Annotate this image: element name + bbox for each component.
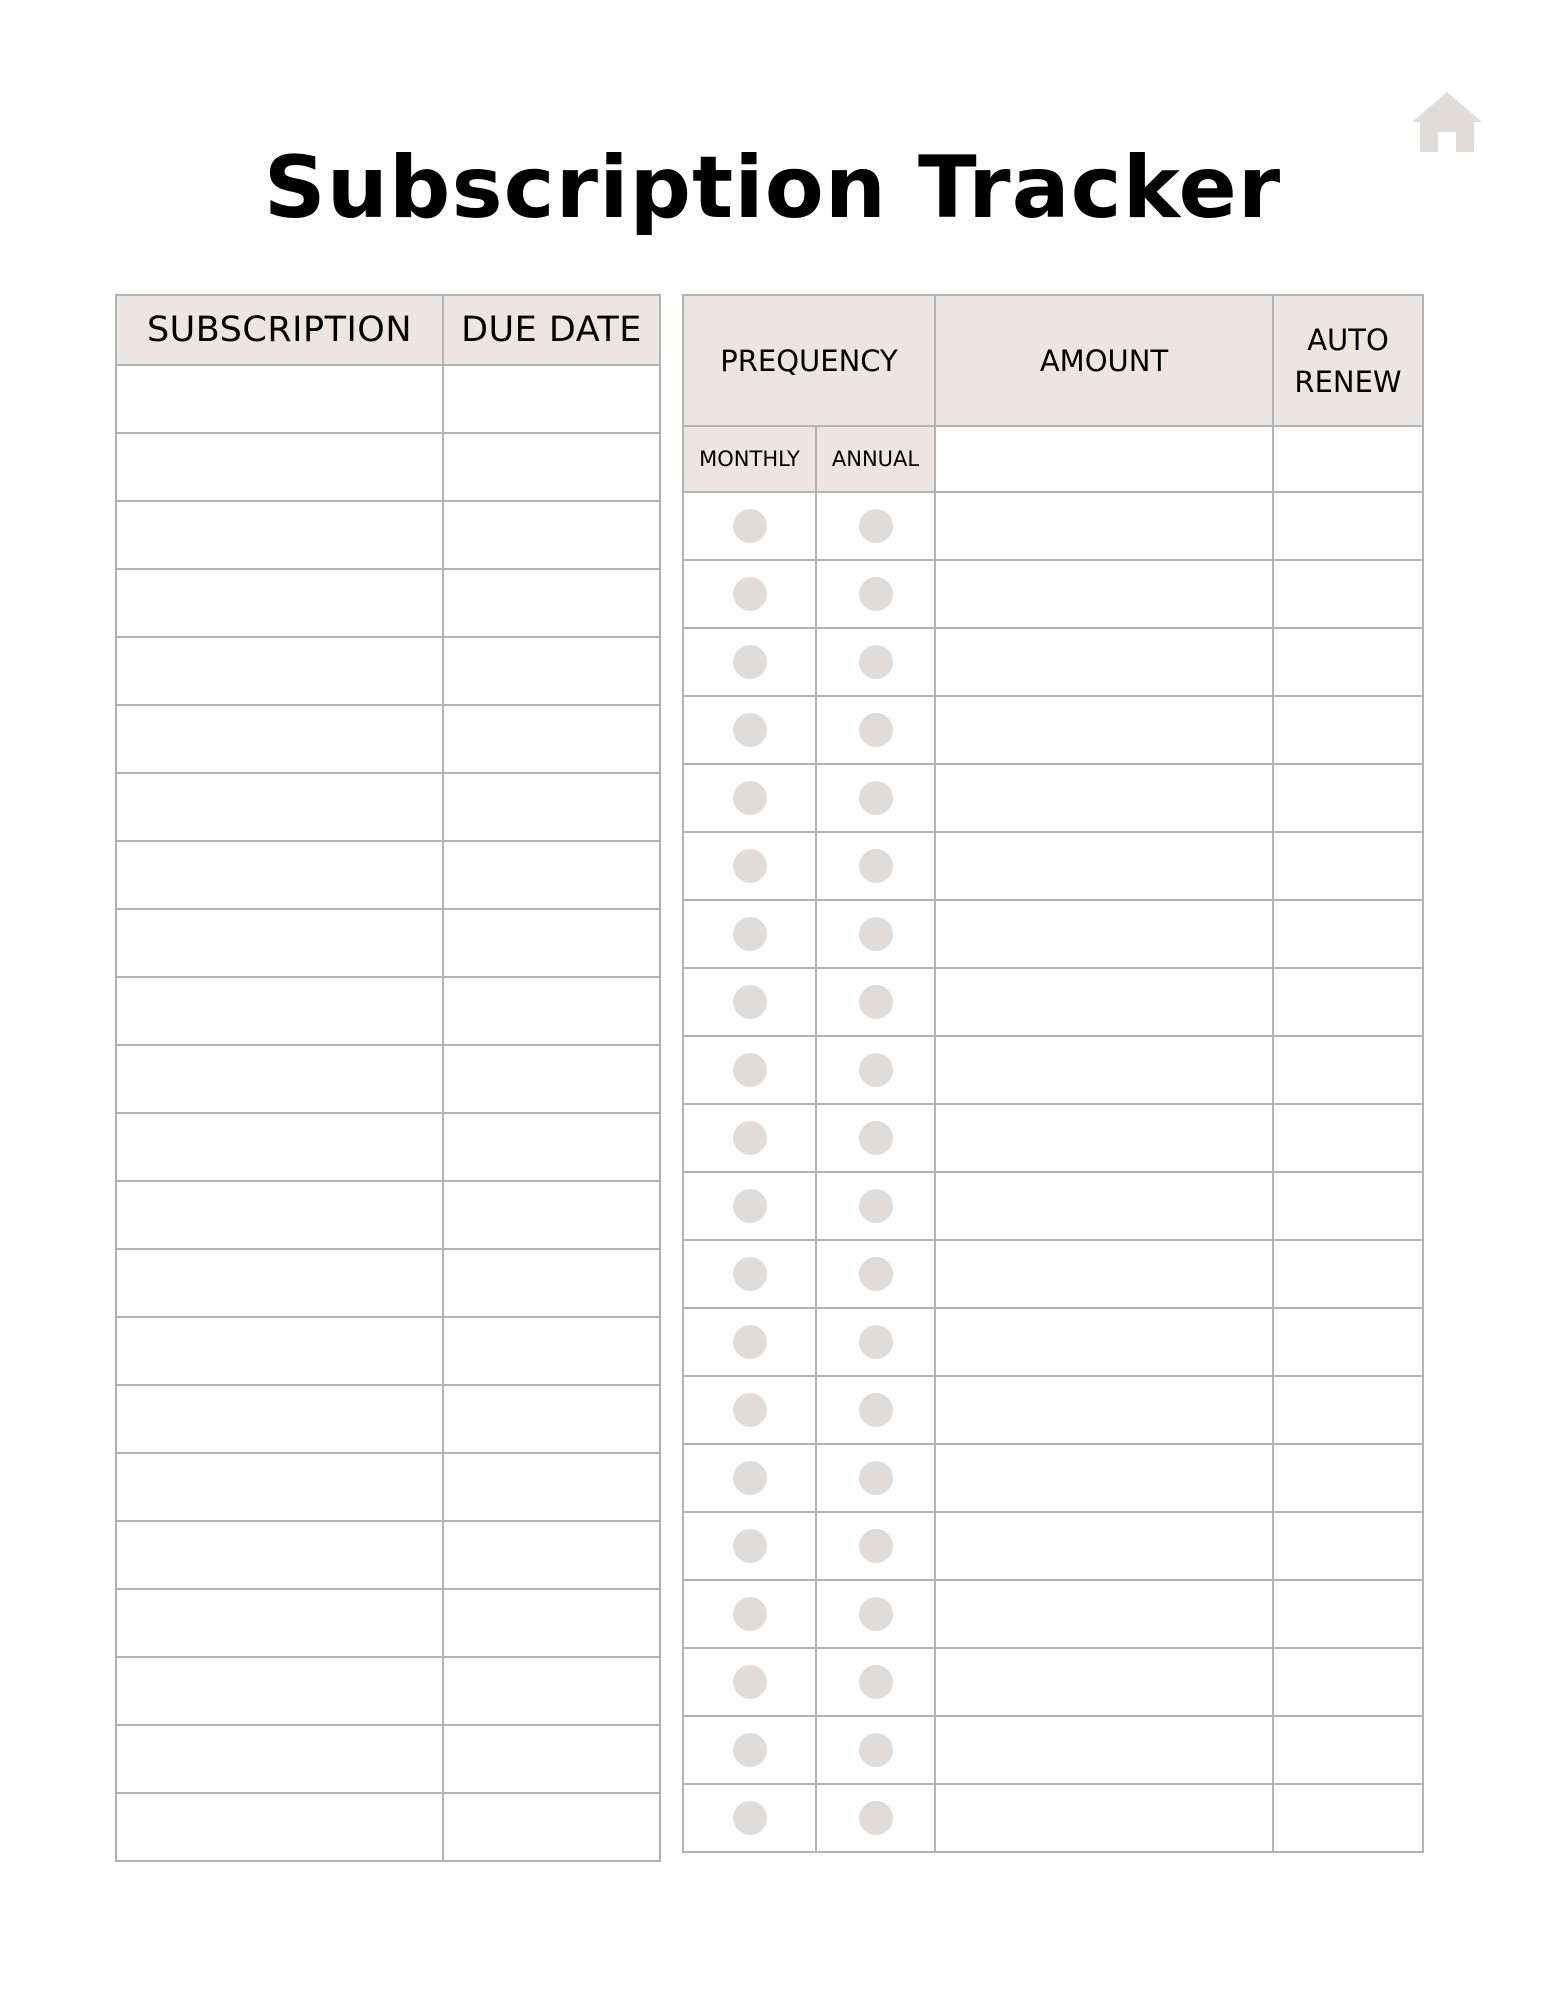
home-icon (1410, 90, 1484, 154)
table-row (683, 1784, 1423, 1852)
amount-cell[interactable] (935, 1580, 1273, 1648)
table-row (683, 1376, 1423, 1444)
due-date-header: DUE DATE (443, 295, 660, 365)
auto-renew-header (1273, 295, 1423, 426)
auto-renew-cell[interactable] (1273, 1716, 1423, 1784)
monthly-radio[interactable] (733, 1053, 767, 1087)
due-date-cell[interactable] (443, 773, 660, 841)
table-row (116, 1521, 660, 1589)
subscription-cell[interactable] (116, 1793, 443, 1861)
due-date-cell[interactable] (443, 977, 660, 1045)
table-row (683, 1104, 1423, 1172)
monthly-radio[interactable] (733, 917, 767, 951)
table-row (116, 1453, 660, 1521)
table-row (116, 1793, 660, 1861)
amount-cell[interactable] (935, 1512, 1273, 1580)
subscription-cell[interactable] (116, 841, 443, 909)
subscription-cell[interactable] (116, 1181, 443, 1249)
due-date-cell[interactable] (443, 909, 660, 977)
monthly-radio[interactable] (733, 713, 767, 747)
due-date-cell[interactable] (443, 705, 660, 773)
due-date-cell[interactable] (443, 1249, 660, 1317)
page-title: Subscription Tracker (263, 138, 1282, 238)
monthly-cell (683, 628, 816, 696)
due-date-cell[interactable] (443, 1317, 660, 1385)
table-row (116, 773, 660, 841)
subscription-cell[interactable] (116, 1725, 443, 1793)
annual-cell (816, 628, 935, 696)
due-date-cell[interactable] (443, 1385, 660, 1453)
due-date-cell[interactable] (443, 1181, 660, 1249)
annual-cell (816, 1308, 935, 1376)
monthly-radio[interactable] (733, 849, 767, 883)
annual-radio[interactable] (859, 713, 893, 747)
annual-radio[interactable] (859, 1257, 893, 1291)
monthly-radio[interactable] (733, 1393, 767, 1427)
monthly-cell (683, 832, 816, 900)
auto-renew-cell[interactable] (1273, 832, 1423, 900)
amount-cell[interactable] (935, 1648, 1273, 1716)
monthly-radio[interactable] (733, 1461, 767, 1495)
auto-renew-cell[interactable] (1273, 1512, 1423, 1580)
monthly-radio[interactable] (733, 985, 767, 1019)
monthly-radio[interactable] (733, 577, 767, 611)
table-row (116, 1317, 660, 1385)
annual-cell (816, 900, 935, 968)
amount-cell[interactable] (935, 1376, 1273, 1444)
auto-renew-cell[interactable] (1273, 696, 1423, 764)
subscription-cell[interactable] (116, 705, 443, 773)
monthly-cell (683, 1376, 816, 1444)
annual-radio[interactable] (859, 1053, 893, 1087)
annual-cell (816, 1648, 935, 1716)
annual-cell (816, 1104, 935, 1172)
monthly-radio[interactable] (733, 1325, 767, 1359)
table-row (116, 841, 660, 909)
subscription-cell[interactable] (116, 1385, 443, 1453)
annual-header: ANNUAL (816, 426, 935, 492)
subscription-table (115, 294, 661, 1862)
subscription-cell[interactable] (116, 1453, 443, 1521)
monthly-radio[interactable] (733, 1121, 767, 1155)
amount-header: AMOUNT (935, 295, 1273, 426)
table-row (683, 1512, 1423, 1580)
due-date-cell[interactable] (443, 1725, 660, 1793)
auto-renew-cell[interactable] (1273, 1240, 1423, 1308)
annual-radio[interactable] (859, 849, 893, 883)
due-date-cell[interactable] (443, 365, 660, 433)
auto-label: AUTO (1307, 322, 1389, 357)
table-row (683, 1648, 1423, 1716)
monthly-radio[interactable] (733, 1529, 767, 1563)
annual-radio[interactable] (859, 1121, 893, 1155)
table-row (683, 1444, 1423, 1512)
subscription-cell[interactable] (116, 1521, 443, 1589)
table-row (116, 501, 660, 569)
annual-radio[interactable] (859, 985, 893, 1019)
annual-cell (816, 832, 935, 900)
monthly-cell (683, 1308, 816, 1376)
monthly-cell (683, 1240, 816, 1308)
subscription-cell[interactable] (116, 433, 443, 501)
amount-cell[interactable] (935, 492, 1273, 560)
subscription-cell[interactable] (116, 1589, 443, 1657)
auto-renew-cell[interactable] (1273, 1444, 1423, 1512)
amount-cell[interactable] (935, 1104, 1273, 1172)
amount-cell[interactable] (935, 1172, 1273, 1240)
table-row (683, 968, 1423, 1036)
annual-cell (816, 764, 935, 832)
amount-cell[interactable] (935, 764, 1273, 832)
table-row (116, 1725, 660, 1793)
auto-renew-cell[interactable] (1273, 1648, 1423, 1716)
monthly-cell (683, 1580, 816, 1648)
subscription-cell[interactable] (116, 637, 443, 705)
auto-renew-cell[interactable] (1273, 900, 1423, 968)
monthly-radio[interactable] (733, 781, 767, 815)
amount-cell[interactable] (935, 900, 1273, 968)
table-row (683, 1036, 1423, 1104)
monthly-radio[interactable] (733, 1665, 767, 1699)
due-date-cell[interactable] (443, 1453, 660, 1521)
annual-cell (816, 1784, 935, 1852)
amount-cell[interactable] (935, 426, 1273, 492)
monthly-radio[interactable] (733, 1257, 767, 1291)
table-row (683, 1240, 1423, 1308)
annual-cell (816, 1512, 935, 1580)
auto-renew-cell[interactable] (1273, 560, 1423, 628)
auto-renew-cell[interactable] (1273, 628, 1423, 696)
annual-radio[interactable] (859, 1461, 893, 1495)
table-row (683, 492, 1423, 560)
monthly-radio[interactable] (733, 509, 767, 543)
amount-cell[interactable] (935, 1444, 1273, 1512)
due-date-cell[interactable] (443, 637, 660, 705)
renew-label: RENEW (1294, 364, 1402, 399)
monthly-header: MONTHLY (683, 426, 816, 492)
auto-renew-cell[interactable] (1273, 1308, 1423, 1376)
due-date-cell[interactable] (443, 569, 660, 637)
monthly-radio[interactable] (733, 645, 767, 679)
due-date-cell[interactable] (443, 1657, 660, 1725)
subscription-cell[interactable] (116, 1113, 443, 1181)
auto-renew-cell[interactable] (1273, 426, 1423, 492)
subscription-cell[interactable] (116, 1045, 443, 1113)
auto-renew-cell[interactable] (1273, 1172, 1423, 1240)
auto-renew-cell[interactable] (1273, 492, 1423, 560)
subscription-header: SUBSCRIPTION (116, 295, 443, 365)
monthly-cell (683, 1784, 816, 1852)
monthly-cell (683, 764, 816, 832)
annual-radio[interactable] (859, 1325, 893, 1359)
table-row (683, 1308, 1423, 1376)
annual-radio[interactable] (859, 577, 893, 611)
annual-cell (816, 968, 935, 1036)
annual-radio[interactable] (859, 645, 893, 679)
amount-cell[interactable] (935, 1308, 1273, 1376)
auto-renew-cell[interactable] (1273, 764, 1423, 832)
annual-radio[interactable] (859, 1393, 893, 1427)
amount-cell[interactable] (935, 1240, 1273, 1308)
due-date-cell[interactable] (443, 841, 660, 909)
table-row (116, 1045, 660, 1113)
table-row (683, 1172, 1423, 1240)
annual-radio[interactable] (859, 1529, 893, 1563)
monthly-cell (683, 1172, 816, 1240)
amount-cell[interactable] (935, 1716, 1273, 1784)
table-row (683, 900, 1423, 968)
monthly-cell (683, 492, 816, 560)
monthly-cell (683, 1648, 816, 1716)
auto-renew-cell[interactable] (1273, 968, 1423, 1036)
table-row (683, 628, 1423, 696)
monthly-cell (683, 1104, 816, 1172)
due-date-cell[interactable] (443, 433, 660, 501)
table-row (683, 764, 1423, 832)
table-row (683, 1716, 1423, 1784)
frequency-header: PREQUENCY (683, 295, 935, 426)
annual-radio[interactable] (859, 1597, 893, 1631)
annual-cell (816, 1172, 935, 1240)
annual-cell (816, 492, 935, 560)
table-row (116, 433, 660, 501)
amount-cell[interactable] (935, 968, 1273, 1036)
subscription-cell[interactable] (116, 1249, 443, 1317)
subscription-cell[interactable] (116, 773, 443, 841)
frequency-table (682, 294, 1424, 1853)
table-row (116, 1249, 660, 1317)
due-date-cell[interactable] (443, 501, 660, 569)
monthly-radio[interactable] (733, 1189, 767, 1223)
monthly-cell (683, 1444, 816, 1512)
table-row (116, 637, 660, 705)
due-date-cell[interactable] (443, 1793, 660, 1861)
annual-radio[interactable] (859, 917, 893, 951)
due-date-cell[interactable] (443, 1521, 660, 1589)
monthly-cell (683, 968, 816, 1036)
annual-cell (816, 1580, 935, 1648)
table-row (116, 1589, 660, 1657)
monthly-cell (683, 1036, 816, 1104)
annual-radio[interactable] (859, 509, 893, 543)
table-row (683, 560, 1423, 628)
annual-cell (816, 1036, 935, 1104)
table-row (116, 977, 660, 1045)
table-row (116, 365, 660, 433)
table-row (683, 696, 1423, 764)
annual-cell (816, 1240, 935, 1308)
auto-renew-cell[interactable] (1273, 1036, 1423, 1104)
due-date-cell[interactable] (443, 1589, 660, 1657)
table-row (116, 1181, 660, 1249)
annual-cell (816, 1444, 935, 1512)
auto-renew-cell[interactable] (1273, 1580, 1423, 1648)
table-row (116, 1113, 660, 1181)
subscription-cell[interactable] (116, 501, 443, 569)
annual-radio[interactable] (859, 1733, 893, 1767)
amount-cell[interactable] (935, 1036, 1273, 1104)
annual-radio[interactable] (859, 1189, 893, 1223)
monthly-cell (683, 900, 816, 968)
amount-cell[interactable] (935, 696, 1273, 764)
monthly-radio[interactable] (733, 1597, 767, 1631)
annual-radio[interactable] (859, 1665, 893, 1699)
subscription-cell[interactable] (116, 909, 443, 977)
annual-radio[interactable] (859, 781, 893, 815)
table-row (116, 1385, 660, 1453)
monthly-cell (683, 1716, 816, 1784)
annual-cell (816, 1376, 935, 1444)
subscription-cell[interactable] (116, 977, 443, 1045)
table-row (683, 832, 1423, 900)
monthly-radio[interactable] (733, 1733, 767, 1767)
table-row (116, 1657, 660, 1725)
monthly-cell (683, 696, 816, 764)
subscription-cell[interactable] (116, 569, 443, 637)
annual-cell (816, 560, 935, 628)
amount-cell[interactable] (935, 832, 1273, 900)
auto-renew-cell[interactable] (1273, 1104, 1423, 1172)
annual-radio[interactable] (859, 1801, 893, 1835)
amount-cell[interactable] (935, 560, 1273, 628)
subscription-cell[interactable] (116, 1317, 443, 1385)
table-row (683, 1580, 1423, 1648)
table-row (116, 569, 660, 637)
auto-renew-cell[interactable] (1273, 1784, 1423, 1852)
monthly-radio[interactable] (733, 1801, 767, 1835)
annual-cell (816, 696, 935, 764)
annual-cell (816, 1716, 935, 1784)
amount-cell[interactable] (935, 1784, 1273, 1852)
subscription-cell[interactable] (116, 365, 443, 433)
monthly-cell (683, 560, 816, 628)
monthly-cell (683, 1512, 816, 1580)
auto-renew-cell[interactable] (1273, 1376, 1423, 1444)
due-date-cell[interactable] (443, 1113, 660, 1181)
due-date-cell[interactable] (443, 1045, 660, 1113)
table-row (116, 909, 660, 977)
subscription-cell[interactable] (116, 1657, 443, 1725)
amount-cell[interactable] (935, 628, 1273, 696)
table-row (116, 705, 660, 773)
